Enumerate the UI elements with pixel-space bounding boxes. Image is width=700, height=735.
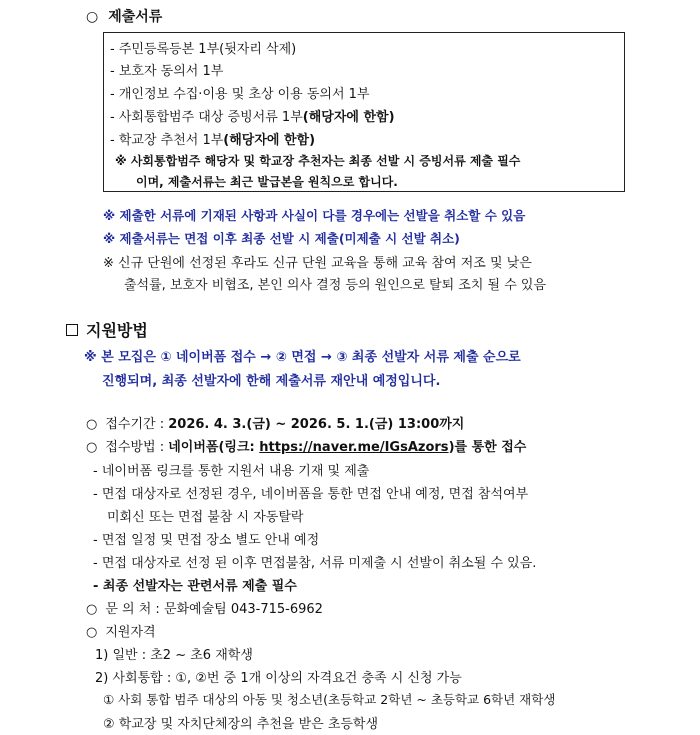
box-item: - 보호자 동의서 1부 xyxy=(110,64,224,79)
circle-bullet-icon: ○ xyxy=(86,9,99,25)
step-item: - 네이버폼 링크를 통한 지원서 내용 기재 및 제출 xyxy=(93,464,370,479)
warning-note: ※ 제출한 서류에 기재된 사항과 사실이 다를 경우에는 선발을 취소할 수 있음 xyxy=(103,208,526,223)
warning-note-cont: 출석률, 보호자 비협조, 본인 의사 결정 등의 원인으로 탈퇴 조치 될 수 있음 xyxy=(124,278,547,293)
step-item: - 면접 대상자로 선정된 경우, 네이버폼을 통한 면접 안내 예정, 면접 참석여부 xyxy=(93,487,529,502)
box-item: - 개인정보 수집·이용 및 초상 이용 동의서 1부 xyxy=(110,87,370,102)
step-item: - 면접 일정 및 면접 장소 별도 안내 예정 xyxy=(93,533,320,548)
box-item: - 주민등록등본 1부(뒷자리 삭제) xyxy=(110,42,297,57)
warning-note: ※ 신규 단원에 선정된 후라도 신규 단원 교육을 통해 교육 참여 저조 및 낮은 xyxy=(103,256,532,271)
step-item: - 면접 대상자로 선정 된 이후 면접불참, 서류 미제출 시 선발이 취소될 수 있음. xyxy=(93,556,537,571)
circle-bullet-icon: ○ xyxy=(86,440,98,455)
warning-note: ※ 제출서류는 면접 이후 최종 선발 시 제출(미제출 시 선발 취소) xyxy=(103,231,460,246)
naver-form-link[interactable]: https://naver.me/IGsAzors xyxy=(259,440,449,455)
application-method: ○ 접수방법 : 네이버폼(링크: https://naver.me/IGsAzors)를 통한 접수 xyxy=(86,440,527,455)
box-note: ※ 사회통합범주 해당자 및 학교장 추천자는 최종 선발 시 증빙서류 제출 필수 xyxy=(115,154,521,168)
box-item: - 학교장 추천서 1부(해당자에 한함) xyxy=(110,133,316,148)
section-heading-apply: 지원방법 xyxy=(66,318,148,341)
eligibility-heading: ○ 지원자격 xyxy=(86,625,156,640)
application-period: ○ 접수기간 : 2026. 4. 3.(금) ~ 2026. 5. 1.(금) 13:00까지 xyxy=(86,417,465,432)
eligibility-general: 1) 일반 : 초2 ~ 초6 재학생 xyxy=(95,648,253,663)
circle-bullet-icon: ○ xyxy=(86,625,98,640)
intro-note: ※ 본 모집은 ① 네이버폼 접수 → ② 면접 → ③ 최종 선발자 서류 제출 순으로 xyxy=(84,350,521,365)
contact-line: ○ 문 의 처 : 문화예술팀 043-715-6962 xyxy=(86,602,323,617)
box-item: - 사회통합범주 대상 증빙서류 1부(해당자에 한함) xyxy=(110,110,395,125)
square-bullet-icon xyxy=(66,324,78,336)
circle-bullet-icon: ○ xyxy=(86,417,98,432)
eligibility-social: 2) 사회통합 : ①, ②번 중 1개 이상의 자격요건 충족 시 신청 가능 xyxy=(95,671,462,686)
step-item-final: - 최종 선발자는 관련서류 제출 필수 xyxy=(93,579,297,594)
section-heading-documents: ○ 제출서류 xyxy=(86,9,163,25)
circle-bullet-icon: ○ xyxy=(86,602,98,617)
eligibility-sub-item: ① 사회 통합 범주 대상의 아동 및 청소년(초등학교 2학년 ~ 초등학교 6학년 재학생 xyxy=(103,692,556,707)
eligibility-sub-item: ② 학교장 및 자치단체장의 추천을 받은 초등학생 xyxy=(103,717,379,732)
step-item-cont: 미회신 또는 면접 불참 시 자동탈락 xyxy=(107,510,304,525)
intro-note-cont: 진행되며, 최종 선발자에 한해 제출서류 재안내 예정입니다. xyxy=(102,374,441,389)
box-note-cont: 이며, 제출서류는 최근 발급본을 원칙으로 합니다. xyxy=(136,175,398,189)
